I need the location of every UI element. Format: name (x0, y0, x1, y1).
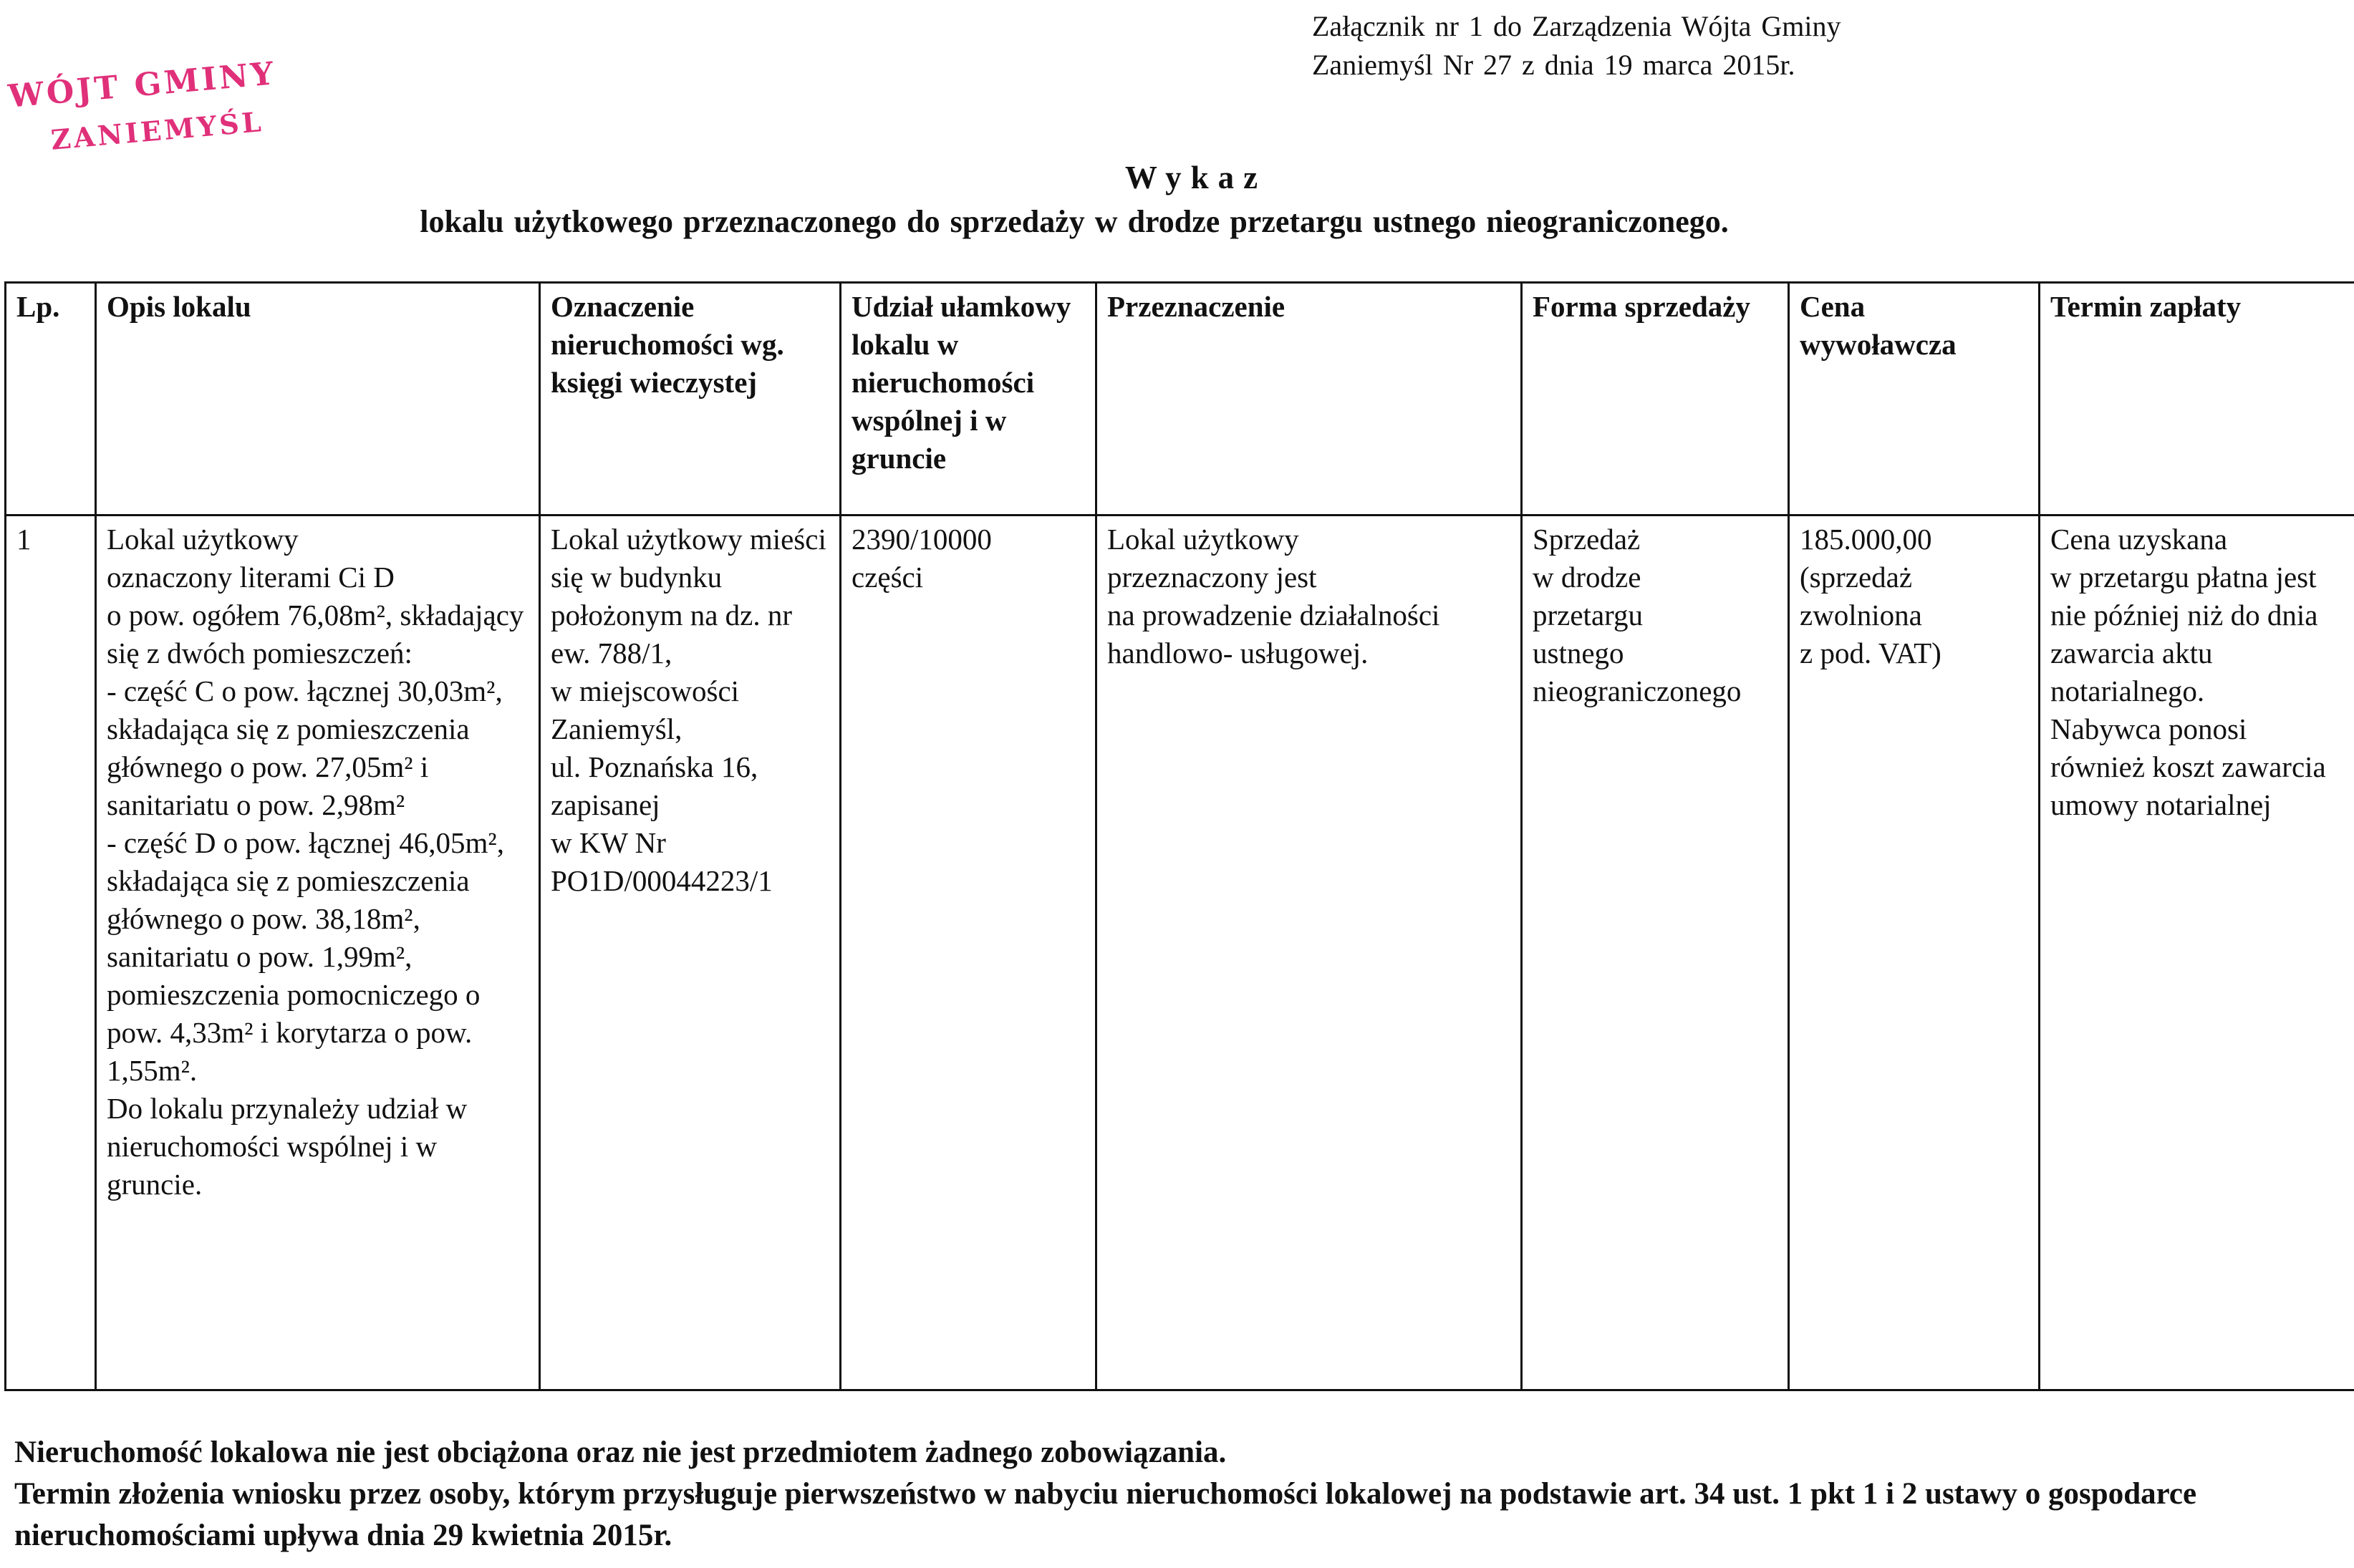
cell-przeznaczenie: Lokal użytkowy przeznaczony jest na prowadzenie działalności handlowo- usługowej. (1096, 516, 1522, 1390)
table-header-row (6, 283, 2354, 516)
annex-line-2: Zaniemyśl Nr 27 z dnia 19 marca 2015r. (1312, 49, 1795, 81)
cell-forma-sprzedazy: Sprzedaż w drodze przetargu ustnego nieograniczonego (1522, 516, 1789, 1390)
cell-oznaczenie: Lokal użytkowy mieści się w budynku położonym na dz. nr ew. 788/1, w miejscowości Zaniemyśl, ul. Poznańska 16, zapisanej w KW Nr PO1D/00044223/1 (540, 516, 841, 1390)
cell-opis-lokalu: Lokal użytkowy oznaczony literami Ci D o pow. ogółem 76,08m², składający się z dwóch pomieszczeń: - część C o pow. łącznej 30,03m², składająca się z pomieszczenia głównego o pow. 27,05m² i sanitariatu o pow. 2,98m² - część D o pow. łącznej 46,05m², składająca się z pomieszczenia głównego o pow. 38,18m², sanitariatu o pow. 1,99m², pomieszczenia pomocniczego o pow. 4,33m² i korytarza o pow. 1,55m². Do lokalu przynależy udział w nieruchomości wspólnej i w gruncie. (96, 516, 540, 1390)
header-opis-lokalu: Opis lokalu (96, 283, 540, 516)
document-subtitle: lokalu użytkowego przeznaczonego do sprzedaży w drodze przetargu ustnego nieograniczonego. (420, 204, 1729, 239)
stamp-line-1: WÓJT GMINY (6, 55, 278, 115)
footer-encumbrance-note: Nieruchomość lokalowa nie jest obciążona oraz nie jest przedmiotem żadnego zobowiązania. (14, 1436, 1227, 1469)
official-stamp (6, 39, 316, 187)
header-cena-wywolawcza: Cena wywoławcza (1789, 283, 2040, 516)
cell-lp: 1 (6, 516, 96, 1390)
cell-udzial: 2390/10000 części (841, 516, 1096, 1390)
document-title: Wykaz (1124, 160, 1268, 195)
header-przeznaczenie: Przeznaczenie (1096, 283, 1522, 516)
footer-deadline-note: Termin złożenia wniosku przez osoby, którym przysługuje pierwszeństwo w nabyciu nieruchomości lokalowej na podstawie art. 34 ust. 1 pkt 1 i 2 ustawy o gospodarce nieruchomościami upływa dnia 29 kwietnia 2015r. (14, 1477, 2197, 1552)
annex-note (1312, 7, 2028, 84)
header-forma-sprzedazy: Forma sprzedaży (1522, 283, 1789, 516)
annex-line-1: Załącznik nr 1 do Zarządzenia Wójta Gminy (1312, 10, 1841, 42)
header-oznaczenie: Oznaczenie nieruchomości wg. księgi wieczystej (540, 283, 841, 516)
cell-termin-zaplaty: Cena uzyskana w przetargu płatna jest nie później niż do dnia zawarcia aktu notarialnego. Nabywca ponosi również koszt zawarcia umowy notarialnej (2040, 516, 2354, 1390)
header-termin-zaplaty: Termin zapłaty (2040, 283, 2354, 516)
property-table (4, 281, 2354, 1391)
table-row (6, 516, 2354, 1390)
header-udzial: Udział ułamkowy lokalu w nieruchomości wspólnej i w gruncie (841, 283, 1096, 516)
footer-notes (14, 1432, 2342, 1557)
stamp-line-2: ZANIEMYŚL (49, 105, 266, 156)
cell-cena-wywolawcza: 185.000,00 (sprzedaż zwolniona z pod. VAT) (1789, 516, 2040, 1390)
header-lp: Lp. (6, 283, 96, 516)
